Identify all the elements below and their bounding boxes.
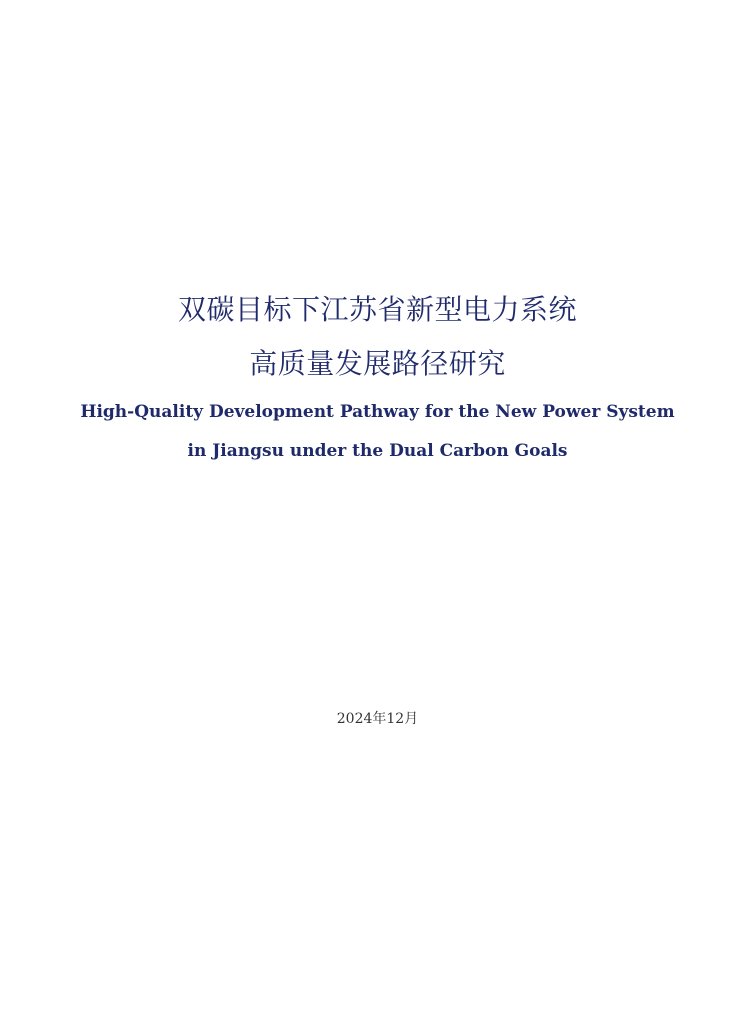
publication-date: 2024年12月: [336, 711, 419, 727]
english-title-line-2: in Jiangsu under the Dual Carbon Goals: [187, 441, 568, 461]
chinese-title-line-2: 高质量发展路径研究: [249, 347, 506, 380]
chinese-title-line-1: 双碳目标下江苏省新型电力系统: [177, 293, 577, 326]
english-title-line-1: High-Quality Development Pathway for the New Power System: [80, 402, 675, 422]
